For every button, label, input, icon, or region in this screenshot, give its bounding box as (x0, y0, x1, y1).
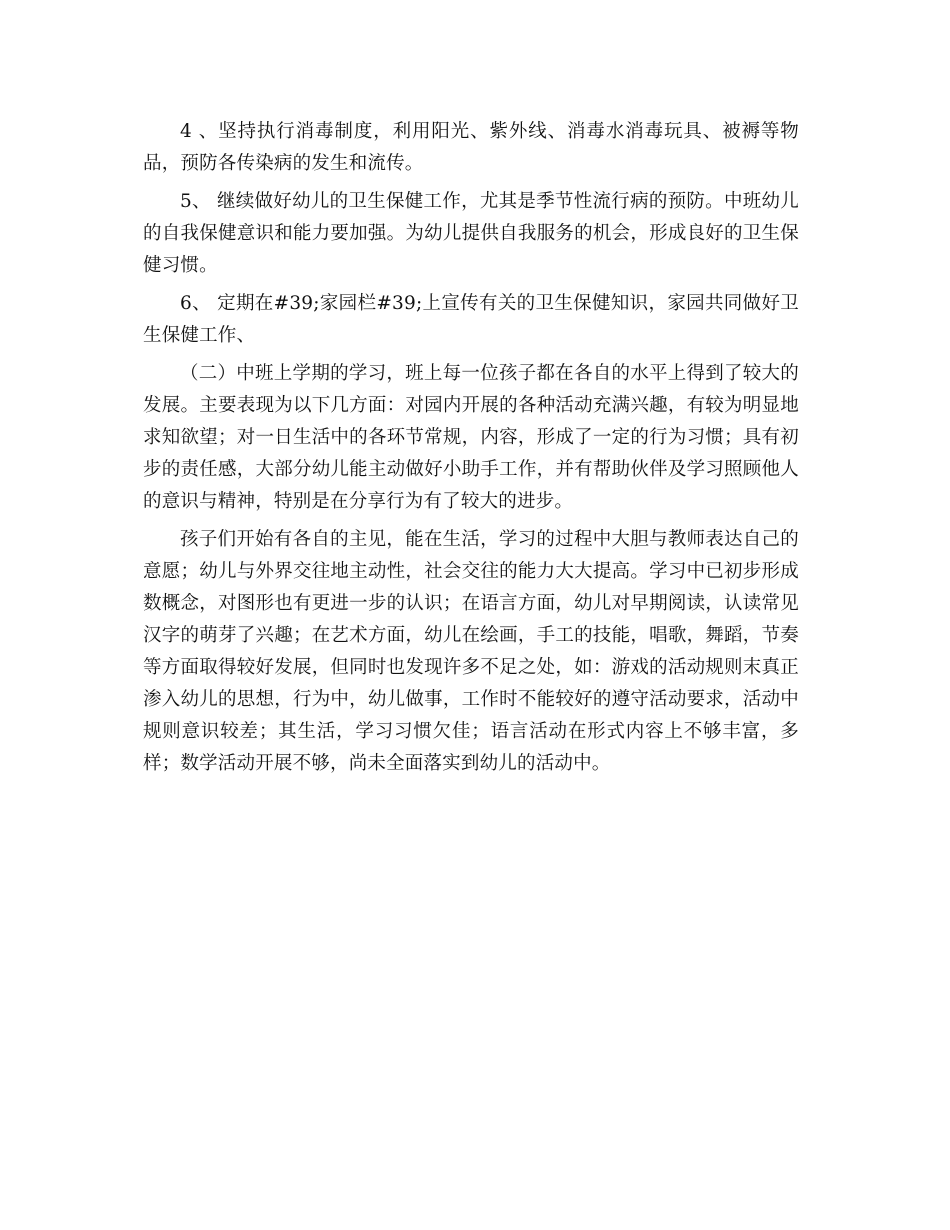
paragraph-item-5: 5、 继续做好幼儿的卫生保健工作，尤其是季节性流行病的预防。中班幼儿的自我保健意识和能力要加强。为幼儿提供自我服务的机会，形成良好的卫生保健习惯。 (143, 191, 799, 276)
paragraph-children-progress: 孩子们开始有各自的主见，能在生活，学习的过程中大胆与教师表达自己的意愿；幼儿与外界交往地主动性，社会交往的能力大大提高。学习中已初步形成数概念，对图形也有更进一步的认识；在语言方面，幼儿对早期阅读，认读常见汉字的萌芽了兴趣；在艺术方面，幼儿在绘画，手工的技能，唱歌，舞蹈，节奏等方面取得较好发展，但同时也发现许多不足之处，如：游戏的活动规则末真正渗入幼儿的思想，行为中，幼儿做事，工作时不能较好的遵守活动要求，活动中规则意识较差；其生活，学习习惯欠佳；语言活动在形式内容上不够丰富，多样；数学活动开展不够，尚未全面落实到幼儿的活动中。 (143, 529, 799, 774)
paragraph-item-6: 6、 定期在#39;家园栏#39;上宣传有关的卫生保健知识，家园共同做好卫生保健工作、 (143, 293, 799, 346)
paragraph-section-2: （二）中班上学期的学习，班上每一位孩子都在各自的水平上得到了较大的发展。主要表现为以下几方面：对园内开展的各种活动充满兴趣，有较为明显地求知欲望；对一日生活中的各环节常规，内容，形成了一定的行为习惯；具有初步的责任感，大部分幼儿能主动做好小助手工作，并有帮助伙伴及学习照顾他人的意识与精神，特别是在分享行为有了较大的进步。 (143, 363, 799, 512)
document-body (143, 116, 799, 786)
paragraph-item-4: 4 、坚持执行消毒制度，利用阳光、紫外线、消毒水消毒玩具、被褥等物品，预防各传染病的发生和流传。 (143, 121, 799, 174)
